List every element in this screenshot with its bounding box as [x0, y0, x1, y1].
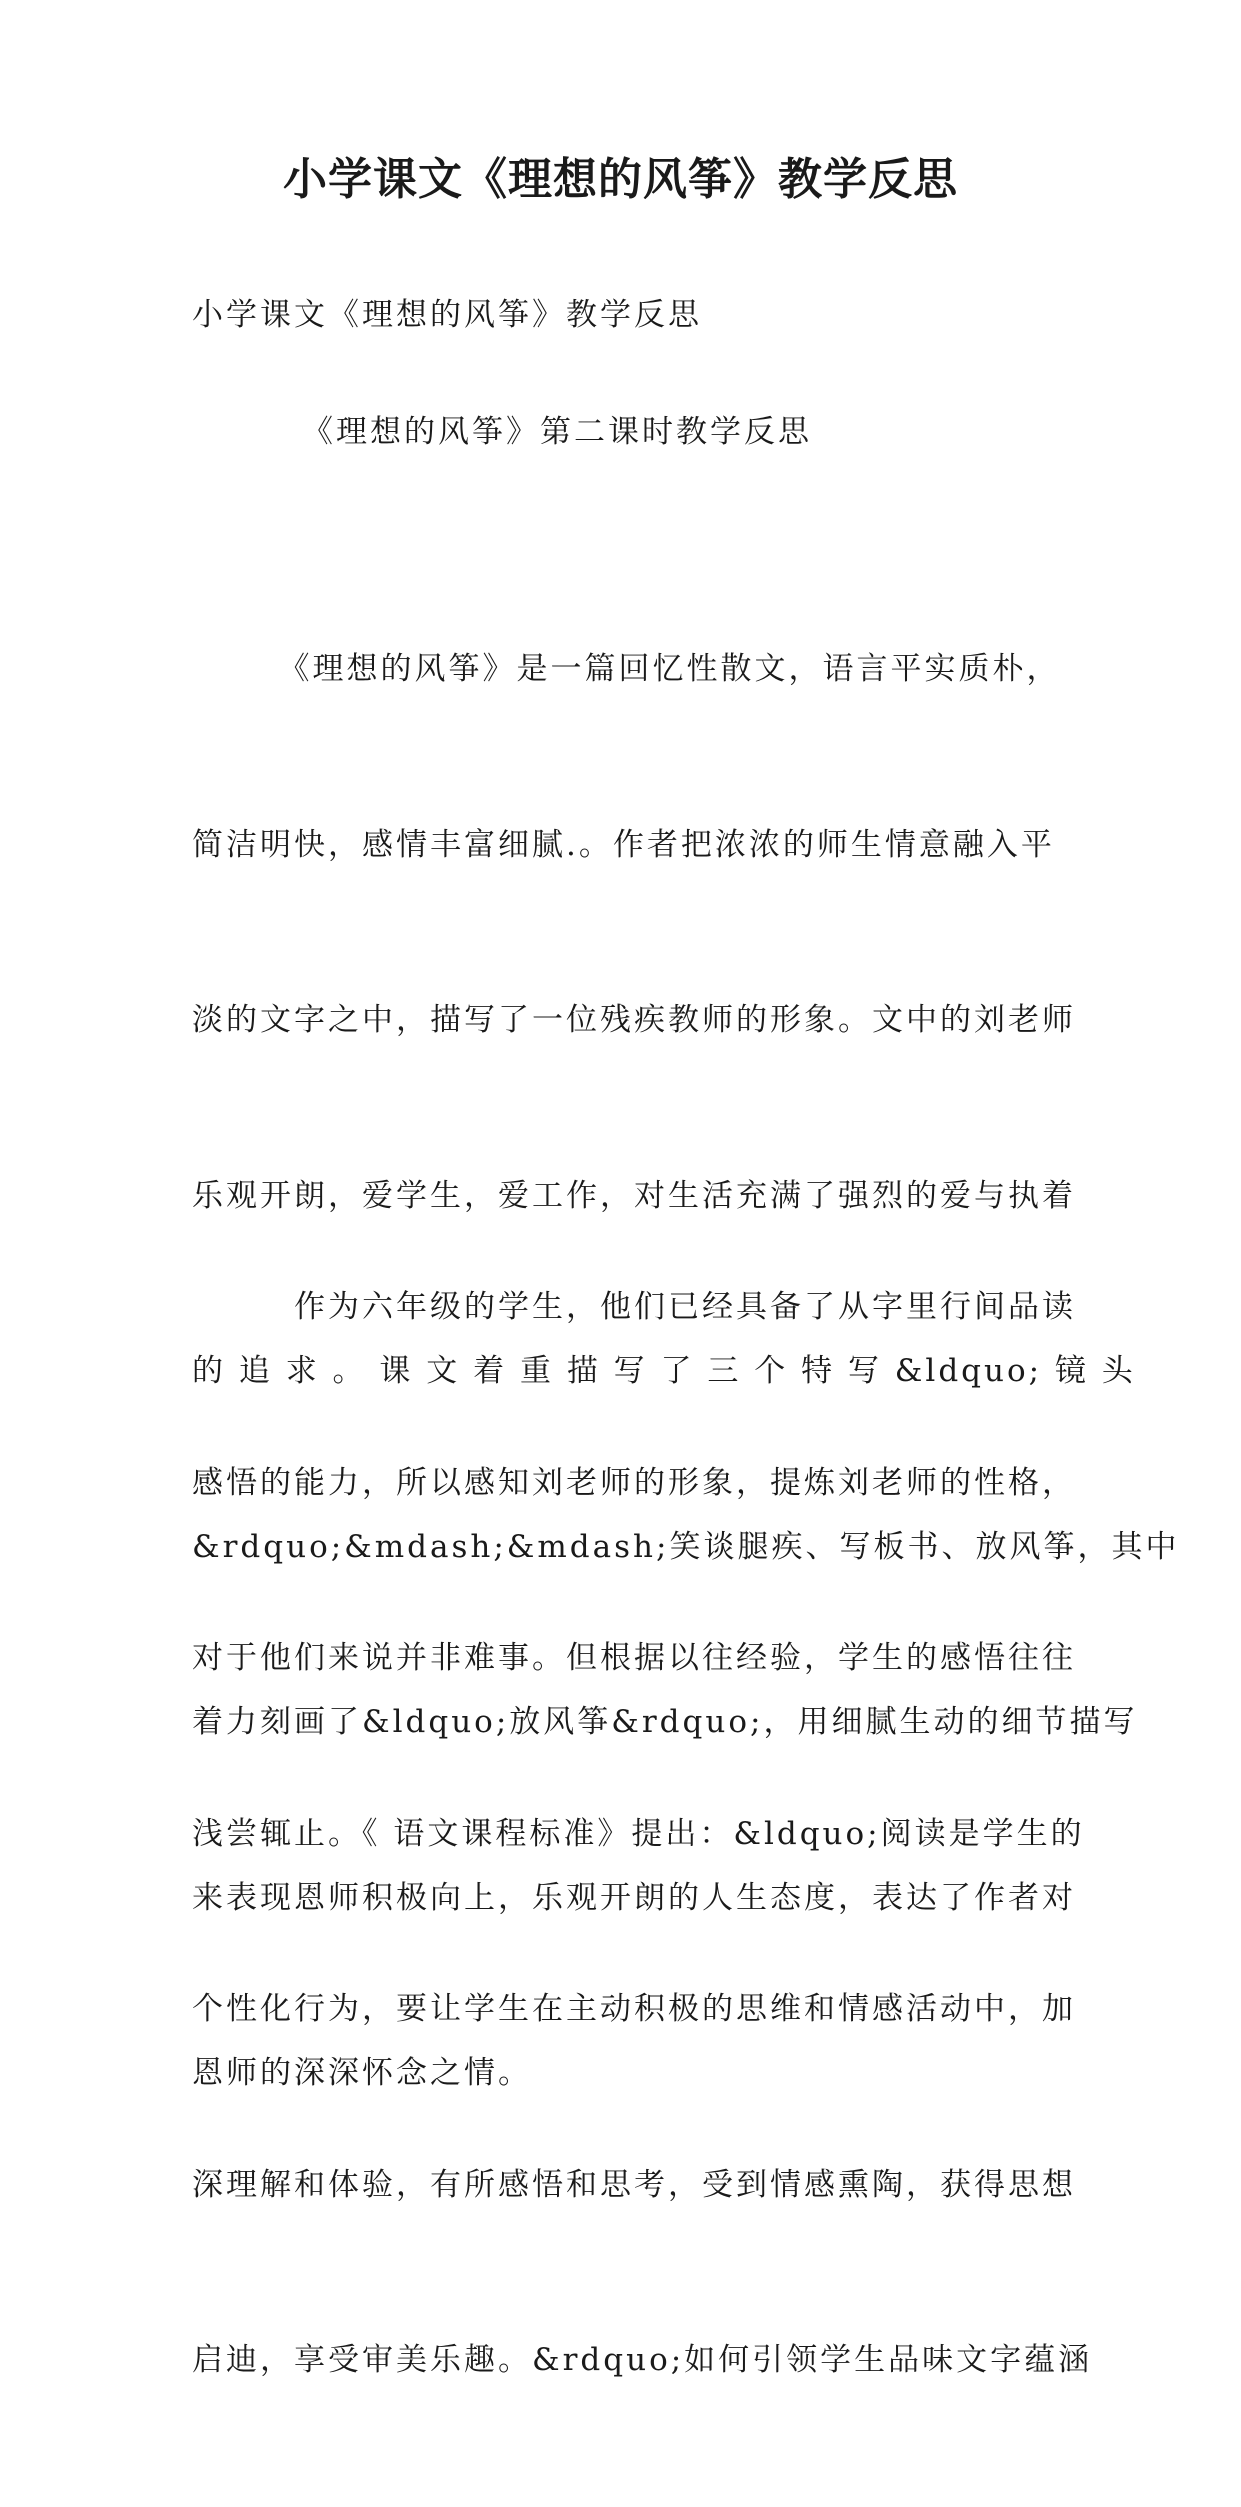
paragraph-line: 淡的文字之中，描写了一位残疾教师的形象。文中的刘老师	[192, 1002, 1076, 1038]
paragraph-line: 感悟的能力，所以感知刘老师的形象，提炼刘老师的性格，	[192, 1464, 1076, 1501]
document-title: 小学课文《理想的风筝》教学反思	[283, 154, 958, 205]
paragraph-line: 乐观开朗，爱学生，爱工作，对生活充满了强烈的爱与执着	[192, 1177, 1076, 1214]
paragraph-line: 作为六年级的学生，他们已经具备了从字里行间品读	[192, 1289, 1076, 1325]
paragraph-line: 的 追 求 。 课 文 着 重 描 写 了 三 个 特 写 &ldquo; 镜 头	[192, 1353, 1136, 1389]
paragraph-line: &rdquo;&mdash;&mdash;笑谈腿疾、写板书、放风筝，其中	[192, 1528, 1180, 1565]
paragraph-line: 简洁明快，感情丰富细腻.。作者把浓浓的师生情意融入平	[192, 826, 1055, 863]
paragraph-line: 《理想的风筝》是一篇回忆性散文，语言平实质朴，	[192, 651, 1061, 687]
paragraph-line: 浅尝辄止。《 语文课程标准》提出：&ldquo;阅读是学生的	[192, 1815, 1085, 1852]
document-subtitle: 小学课文《理想的风筝》教学反思	[192, 297, 702, 333]
paragraph-line: 对于他们来说并非难事。但根据以往经验，学生的感悟往往	[192, 1640, 1076, 1676]
paragraph-line: 来表现恩师积极向上，乐观开朗的人生态度，表达了作者对	[192, 1879, 1076, 1916]
paragraph-line: 深理解和体验，有所感悟和思考，受到情感熏陶，获得思想	[192, 2166, 1076, 2203]
lesson-heading: 《理想的风筝》第二课时教学反思	[302, 414, 812, 450]
paragraph-line: 恩师的深深怀念之情。	[192, 2055, 532, 2091]
paragraph-line: 个性化行为，要让学生在主动积极的思维和情感活动中，加	[192, 1991, 1076, 2027]
paragraph-2	[192, 1161, 1180, 2507]
paragraph-line: 启迪，享受审美乐趣。&rdquo;如何引领学生品味文字蕴涵	[192, 2342, 1093, 2378]
paragraph-line: 着力刻画了&ldquo;放风筝&rdquo;，用细腻生动的细节描写	[192, 1704, 1138, 1740]
